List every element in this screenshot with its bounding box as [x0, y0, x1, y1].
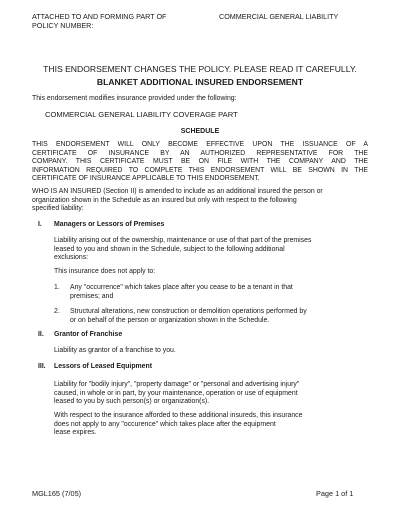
header-coverage-type: COMMERCIAL GENERAL LIABILITY	[219, 12, 339, 21]
header-policy-number-line: POLICY NUMBER:	[32, 21, 94, 30]
section-2-number: II.	[38, 331, 44, 338]
who-is-insured-line: WHO IS AN INSURED (Section II) is amended to include as an additional insured the person or	[32, 188, 323, 195]
section-1-number: I.	[38, 221, 42, 228]
paragraph-line: does not apply to any "occurence" which takes place after the equipment	[54, 420, 276, 428]
exclusion-2-number: 2.	[54, 308, 60, 315]
section-2-paragraph: Liability as grantor of a franchise to you.	[54, 347, 176, 354]
paragraph-line: Liability for "bodily injury", "property damage" or "personal and advertising injury"	[54, 381, 300, 388]
section-1-paragraph	[54, 237, 311, 263]
section-2-title: Grantor of Franchise	[54, 331, 123, 338]
schedule-line: CERTIFICATE OF INSURANCE BY AN AUTHORIZED REPRESENTATIVE FOR THE	[32, 149, 368, 157]
paragraph-line: leased to you and shown in the Schedule, subject to the following additional	[54, 245, 285, 253]
paragraph-line: leased to you by such person(s) or organization(s).	[54, 398, 210, 406]
schedule-line: COMPANY. THIS CERTIFICATE MUST BE ON FILE WITH THE COMPANY AND THE	[32, 158, 368, 166]
paragraph-line: Structural alterations, new construction or demolition operations performed by	[70, 308, 307, 315]
paragraph-line: caused, in whole or in part, by your maintenance, operation or use of equipment	[54, 389, 298, 397]
coverage-part: COMMERCIAL GENERAL LIABILITY COVERAGE PART	[45, 110, 238, 119]
schedule-line: THIS ENDORSEMENT WILL ONLY BECOME EFFECTIVE UPON THE ISSUANCE OF A	[32, 141, 368, 148]
exclusion-1-number: 1.	[54, 284, 60, 291]
exclusion-1-text	[70, 284, 293, 301]
paragraph-line: Liability arising out of the ownership, maintenance or use of that part of the premises	[54, 237, 312, 244]
schedule-line: INFORMATION REQUIRED TO COMPLETE THIS ENDORSEMENT WILL BE SHOWN IN THE	[32, 166, 368, 174]
header-left	[32, 12, 166, 30]
schedule-text	[32, 141, 368, 184]
section-3-number: III.	[38, 363, 46, 370]
who-is-insured	[32, 188, 368, 214]
section-3-title: Lessors of Leased Equipment	[54, 363, 153, 370]
paragraph-line: or on behalf of the person or organization shown in the Schedule.	[70, 316, 270, 324]
page-number: Page 1 of 1	[316, 489, 354, 498]
who-is-insured-line: organization shown in the Schedule as an insured but only with respect to the following	[32, 196, 297, 204]
section-1-title: Managers or Lessors of Premises	[54, 221, 165, 228]
header-attached-line: ATTACHED TO AND FORMING PART OF	[32, 12, 167, 21]
section-3-paragraph-2	[54, 412, 302, 438]
paragraph-line: premises; and	[70, 292, 114, 300]
schedule-heading: SCHEDULE	[180, 128, 220, 135]
paragraph-line: Any "occurrence" which takes place after you cease to be a tenant in that	[70, 284, 293, 291]
endorsement-title: BLANKET ADDITIONAL INSURED ENDORSEMENT	[96, 77, 304, 87]
intro-text: This endorsement modifies insurance provided under the following:	[32, 95, 237, 102]
who-is-insured-line: specified liability:	[32, 205, 84, 213]
paragraph-line: lease expires.	[54, 429, 97, 437]
paragraph-line: exclusions:	[54, 254, 89, 262]
schedule-line: CERTIFICATE OF INSURANCE APPLICABLE TO THIS ENDORSEMENT.	[32, 175, 260, 183]
exclusion-2-text	[70, 308, 307, 325]
form-number: MGL165 (7/05)	[32, 489, 82, 498]
section-1-does-not-apply: This insurance does not apply to:	[54, 268, 156, 275]
paragraph-line: With respect to the insurance afforded to these additional insureds, this insurance	[54, 412, 303, 419]
section-3-paragraph-1	[54, 381, 299, 407]
notice-line: THIS ENDORSEMENT CHANGES THE POLICY. PLEASE READ IT CAREFULLY.	[43, 64, 357, 74]
